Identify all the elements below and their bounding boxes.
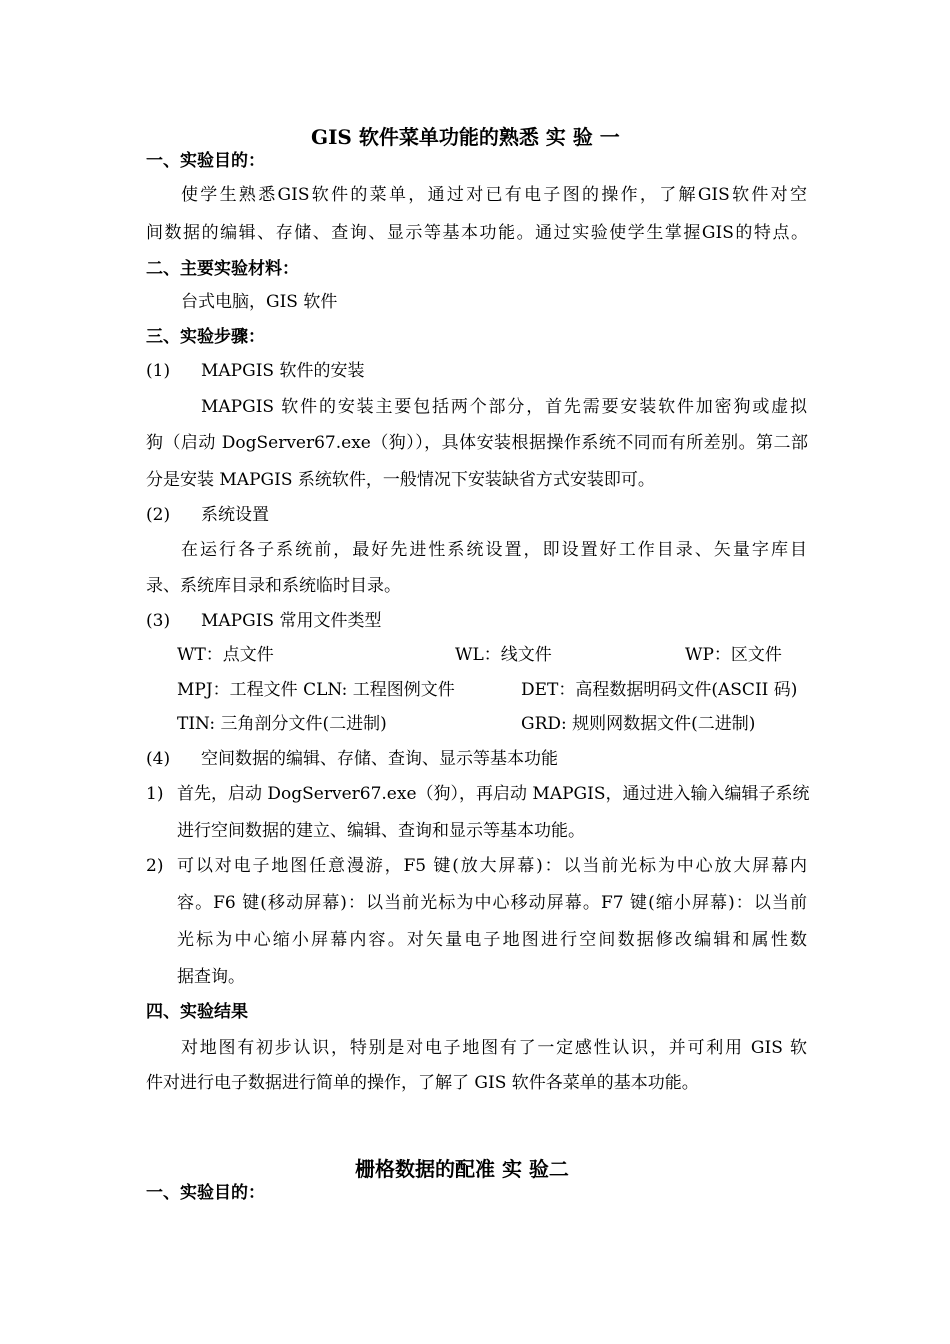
section1-paragraph-line2: 间数据的编辑、存储、查询、显示等基本功能。通过实验使学生掌握GIS的特点。 xyxy=(146,223,808,243)
step2-paragraph-line1: 在运行各子系统前，最好先进性系统设置，即设置好工作目录、矢量字库目 xyxy=(181,540,807,560)
section4-paragraph-line1: 对地图有初步认识，特别是对电子地图有了一定感性认识，并可利用 GIS 软 xyxy=(181,1038,807,1058)
step3-title: MAPGIS 常用文件类型 xyxy=(201,611,382,631)
step3-number: (3) xyxy=(146,611,171,631)
section2-heading: 二、主要实验材料： xyxy=(146,259,299,279)
experiment2-section1-heading: 一、实验目的： xyxy=(146,1183,265,1203)
section1-heading: 一、实验目的： xyxy=(146,151,265,171)
item2-line4: 据查询。 xyxy=(177,967,245,987)
item1-line1: 首先，启动 DogServer67.exe（狗），再启动 MAPGIS，通过进入输入编辑子系统 xyxy=(177,784,810,804)
filetype-det: DET：高程数据明码文件(ASCII 码) xyxy=(521,680,798,700)
filetype-tin: TIN: 三角剖分文件(二进制) xyxy=(177,714,387,734)
experiment2-title: 栅格数据的配准 实 验二 xyxy=(355,1157,569,1181)
step2-paragraph-line2: 录、系统库目录和系统临时目录。 xyxy=(146,576,401,596)
step1-paragraph-line2: 狗（启动 DogServer67.exe（狗）），具体安装根据操作系统不同而有所差别。第二部 xyxy=(146,433,808,453)
step1-number: (1) xyxy=(146,361,171,381)
step2-number: (2) xyxy=(146,505,171,525)
section4-paragraph-line2: 件对进行电子数据进行简单的操作，了解了 GIS 软件各菜单的基本功能。 xyxy=(146,1073,699,1093)
section3-heading: 三、实验步骤： xyxy=(146,327,265,347)
filetype-mpj-cln: MPJ：工程文件 CLN: 工程图例文件 xyxy=(177,680,455,700)
item2-line1: 可以对电子地图任意漫游，F5 键(放大屏幕)：以当前光标为中心放大屏幕内 xyxy=(177,856,807,876)
section4-heading: 四、实验结果 xyxy=(146,1002,248,1022)
section2-paragraph: 台式电脑，GIS 软件 xyxy=(181,292,338,312)
filetype-grd: GRD: 规则网数据文件(二进制) xyxy=(521,714,756,734)
item2-line2: 容。F6 键(移动屏幕)：以当前光标为中心移动屏幕。F7 键(缩小屏幕)：以当前 xyxy=(177,893,807,913)
filetype-wp: WP：区文件 xyxy=(685,645,782,665)
section1-paragraph-line1: 使学生熟悉GIS软件的菜单，通过对已有电子图的操作，了解GIS软件对空 xyxy=(181,185,807,205)
step2-title: 系统设置 xyxy=(201,505,269,525)
step1-title: MAPGIS 软件的安装 xyxy=(201,361,365,381)
item2-line3: 光标为中心缩小屏幕内容。对矢量电子地图进行空间数据修改编辑和属性数 xyxy=(177,930,807,950)
step1-paragraph-line3: 分是安装 MAPGIS 系统软件，一般情况下安装缺省方式安装即可。 xyxy=(146,470,655,490)
filetype-wt: WT：点文件 xyxy=(177,645,274,665)
experiment1-title: GIS 软件菜单功能的熟悉 实 验 一 xyxy=(311,125,620,149)
item1-line2: 进行空间数据的建立、编辑、查询和显示等基本功能。 xyxy=(177,821,585,841)
step4-title: 空间数据的编辑、存储、查询、显示等基本功能 xyxy=(201,749,558,769)
item1-number: 1) xyxy=(146,784,164,804)
step1-paragraph-line1: MAPGIS 软件的安装主要包括两个部分，首先需要安装软件加密狗或虚拟 xyxy=(201,397,807,417)
item2-number: 2) xyxy=(146,856,164,876)
step4-number: (4) xyxy=(146,749,171,769)
filetype-wl: WL：线文件 xyxy=(455,645,552,665)
